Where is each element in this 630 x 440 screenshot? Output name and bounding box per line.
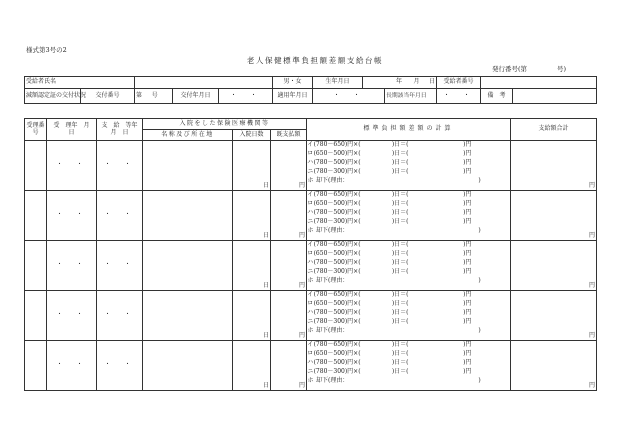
hospital-name-header: 名称及び所在地 <box>143 130 233 141</box>
receipt-date-cell[interactable]: ・ ・ <box>47 291 97 341</box>
ledger-rows <box>25 141 597 391</box>
calc-header: 標準負担額差額の計算 <box>307 119 511 141</box>
yen-unit: 円 <box>299 281 306 289</box>
calc-yen: )円 <box>463 368 472 376</box>
payment-date-header: 支 給 等年 月 日 <box>97 119 143 141</box>
yen-unit: 円 <box>299 381 306 389</box>
yen-unit: 円 <box>589 231 596 239</box>
reject-reason-close: ) <box>478 377 481 385</box>
yen-unit: 円 <box>299 181 306 189</box>
calc-label: ホ <box>307 377 314 385</box>
calc-days: )日＝( <box>391 159 409 167</box>
calc-days: )日＝( <box>391 141 409 149</box>
calc-lines <box>307 341 510 386</box>
calc-cell[interactable] <box>307 141 511 191</box>
calc-label: イ <box>307 291 314 299</box>
calc-yen: )円 <box>463 318 472 326</box>
calc-lines <box>307 241 510 286</box>
reject-reason-label: 却下(理由： <box>316 177 349 185</box>
reject-reason-label: 却下(理由： <box>316 227 349 235</box>
day-unit: 日 <box>262 331 269 339</box>
receipt-date-cell[interactable]: ・ ・ <box>47 241 97 291</box>
issue-no-field[interactable] <box>135 89 173 104</box>
go-label: 号 <box>151 91 158 99</box>
total-cell[interactable] <box>511 291 597 341</box>
total-cell[interactable] <box>511 341 597 391</box>
calc-label: ニ <box>307 168 314 176</box>
calc-label: ニ <box>307 318 314 326</box>
birth-month-unit: 月 <box>413 78 420 86</box>
birth-day-unit: 日 <box>429 78 436 86</box>
calc-days: )日＝( <box>391 359 409 367</box>
calc-yen: )円 <box>463 341 472 349</box>
sex-field[interactable]: 男・女 <box>273 77 313 89</box>
reject-reason-label: 却下(理由： <box>316 277 349 285</box>
calc-yen: )円 <box>463 309 472 317</box>
calc-rate: (780－300)円×( <box>313 318 361 326</box>
calc-days: )日＝( <box>391 241 409 249</box>
paid-cell[interactable] <box>271 141 307 191</box>
issue-no-label: 交付番号 <box>81 89 135 104</box>
ledger-row <box>25 241 597 291</box>
document-title: 老人保健標準負担額差額支給台帳 <box>246 56 384 65</box>
calc-lines <box>307 291 510 336</box>
calc-days: )日＝( <box>391 200 409 208</box>
calc-reject-line <box>307 227 510 236</box>
days-cell[interactable] <box>233 291 271 341</box>
paid-cell[interactable] <box>271 291 307 341</box>
yen-unit: 円 <box>589 331 596 339</box>
recipient-number-label: 受給者番号 <box>437 77 481 89</box>
calc-yen: )円 <box>463 168 472 176</box>
ledger-row <box>25 191 597 241</box>
reject-reason-close: ) <box>478 277 481 285</box>
hospital-name-cell[interactable] <box>143 241 233 291</box>
calc-line <box>307 368 510 377</box>
issue-number-close: 号) <box>557 65 567 73</box>
calc-line <box>307 241 510 250</box>
paid-cell[interactable] <box>271 191 307 241</box>
paid-cell[interactable] <box>271 241 307 291</box>
hospital-group-header: 入院をした保険医療機関等 <box>143 119 307 130</box>
calc-rate: (650－500)円×( <box>313 250 361 258</box>
receipt-date-header: 受 理年 月 日 <box>47 119 97 141</box>
calc-line <box>307 300 510 309</box>
remarks-label: 備 考 <box>481 89 513 104</box>
birth-year-unit: 年 <box>395 78 402 86</box>
receipt-date-cell[interactable]: ・ ・ <box>47 141 97 191</box>
calc-yen: )円 <box>463 218 472 226</box>
long-term-field[interactable]: ・ ・ <box>437 89 481 104</box>
calc-rate: (650－500)円×( <box>313 350 361 358</box>
calc-line <box>307 159 510 168</box>
calc-cell[interactable] <box>307 191 511 241</box>
apply-date-field[interactable]: ・ ・ <box>313 89 385 104</box>
ledger-row <box>25 141 597 191</box>
days-cell[interactable] <box>233 241 271 291</box>
apply-date-label: 適用年月日 <box>273 89 313 104</box>
day-unit: 日 <box>262 181 269 189</box>
days-header: 入院日数 <box>233 130 271 141</box>
calc-yen: )円 <box>463 259 472 267</box>
reduction-cert-label: 減額認定証の交付状況 <box>25 89 81 104</box>
yen-unit: 円 <box>589 381 596 389</box>
calc-rate: (780－650)円×( <box>313 141 361 149</box>
calc-lines <box>307 191 510 236</box>
long-term-label: 長期該当年月日 <box>385 89 437 104</box>
calc-label: ホ <box>307 277 314 285</box>
recipient-info-table <box>24 76 597 104</box>
calc-line <box>307 350 510 359</box>
calc-days: )日＝( <box>391 368 409 376</box>
calc-lines <box>307 141 510 186</box>
calc-days: )日＝( <box>391 309 409 317</box>
calc-line <box>307 291 510 300</box>
calc-rate: (780－500)円×( <box>313 309 361 317</box>
receipt-no-cell[interactable] <box>25 241 47 291</box>
calc-reject-line <box>307 277 510 286</box>
reject-reason-label: 却下(理由： <box>316 327 349 335</box>
calc-rate: (780－650)円×( <box>313 191 361 199</box>
reject-reason-label: 却下(理由： <box>316 377 349 385</box>
calc-line <box>307 168 510 177</box>
calc-line <box>307 318 510 327</box>
birth-label: 生年月日 <box>313 77 363 89</box>
payment-date-cell[interactable]: ・ ・ <box>97 191 143 241</box>
calc-days: )日＝( <box>391 209 409 217</box>
calc-rate: (780－650)円×( <box>313 241 361 249</box>
hospital-name-cell[interactable] <box>143 341 233 391</box>
payment-date-cell[interactable]: ・ ・ <box>97 341 143 391</box>
calc-yen: )円 <box>463 291 472 299</box>
total-cell[interactable] <box>511 191 597 241</box>
calc-days: )日＝( <box>391 150 409 158</box>
calc-yen: )円 <box>463 200 472 208</box>
calc-yen: )円 <box>463 209 472 217</box>
calc-yen: )円 <box>463 268 472 276</box>
calc-line <box>307 218 510 227</box>
calc-yen: )円 <box>463 350 472 358</box>
reject-reason-close: ) <box>478 327 481 335</box>
calc-label: ホ <box>307 177 314 185</box>
calc-rate: (780－500)円×( <box>313 159 361 167</box>
reject-reason-close: ) <box>478 177 481 185</box>
calc-label: ハ <box>307 359 314 367</box>
paid-cell[interactable] <box>271 341 307 391</box>
calc-label: ホ <box>307 227 314 235</box>
hospital-name-cell[interactable] <box>143 141 233 191</box>
calc-reject-line <box>307 327 510 336</box>
calc-line <box>307 250 510 259</box>
calc-days: )日＝( <box>391 291 409 299</box>
calc-days: )日＝( <box>391 259 409 267</box>
receipt-no-cell[interactable] <box>25 341 47 391</box>
total-cell[interactable] <box>511 141 597 191</box>
calc-rate: (780－300)円×( <box>313 218 361 226</box>
calc-rate: (780－500)円×( <box>313 209 361 217</box>
calc-label: ロ <box>307 250 314 258</box>
calc-rate: (780－500)円×( <box>313 259 361 267</box>
hospital-name-cell[interactable] <box>143 291 233 341</box>
form-number: 様式第3号の2 <box>26 46 67 54</box>
total-header: 支給額合計 <box>511 119 597 141</box>
day-unit: 日 <box>262 381 269 389</box>
issue-date-field[interactable]: ・ ・ <box>219 89 273 104</box>
dai-label: 第 <box>136 91 143 99</box>
calc-rate: (650－500)円×( <box>313 150 361 158</box>
calc-days: )日＝( <box>391 341 409 349</box>
calc-label: ロ <box>307 200 314 208</box>
days-cell[interactable] <box>233 141 271 191</box>
remarks-field[interactable] <box>513 89 597 104</box>
calc-yen: )円 <box>463 359 472 367</box>
payment-date-cell[interactable]: ・ ・ <box>97 141 143 191</box>
calc-line <box>307 359 510 368</box>
yen-unit: 円 <box>589 181 596 189</box>
calc-days: )日＝( <box>391 300 409 308</box>
calc-label: ロ <box>307 350 314 358</box>
issue-number <box>492 66 566 73</box>
calc-label: イ <box>307 241 314 249</box>
yen-unit: 円 <box>589 281 596 289</box>
total-cell[interactable] <box>511 241 597 291</box>
calc-label: ニ <box>307 268 314 276</box>
calc-yen: )円 <box>463 159 472 167</box>
birth-date-field[interactable] <box>363 77 437 89</box>
receipt-no-cell[interactable] <box>25 191 47 241</box>
calc-label: ニ <box>307 368 314 376</box>
calc-days: )日＝( <box>391 318 409 326</box>
calc-rate: (780－300)円×( <box>313 168 361 176</box>
day-unit: 日 <box>262 231 269 239</box>
issue-date-label: 交付年月日 <box>173 89 219 104</box>
calc-label: イ <box>307 341 314 349</box>
calc-rate: (780－500)円×( <box>313 359 361 367</box>
calc-yen: )円 <box>463 241 472 249</box>
calc-days: )日＝( <box>391 250 409 258</box>
calc-line <box>307 259 510 268</box>
day-unit: 日 <box>262 281 269 289</box>
payment-date-cell[interactable]: ・ ・ <box>97 291 143 341</box>
recipient-number-field[interactable] <box>481 77 597 89</box>
calc-cell[interactable] <box>307 241 511 291</box>
calc-rate: (650－500)円×( <box>313 300 361 308</box>
calc-yen: )円 <box>463 141 472 149</box>
days-cell[interactable] <box>233 191 271 241</box>
calc-line <box>307 141 510 150</box>
calc-reject-line <box>307 377 510 386</box>
payment-date-cell[interactable]: ・ ・ <box>97 241 143 291</box>
calc-cell[interactable] <box>307 291 511 341</box>
calc-line <box>307 209 510 218</box>
calc-line <box>307 200 510 209</box>
calc-label: イ <box>307 191 314 199</box>
receipt-date-cell[interactable]: ・ ・ <box>47 191 97 241</box>
calc-label: ハ <box>307 259 314 267</box>
calc-rate: (780－650)円×( <box>313 341 361 349</box>
calc-days: )日＝( <box>391 168 409 176</box>
calc-rate: (780－300)円×( <box>313 368 361 376</box>
calc-label: ハ <box>307 159 314 167</box>
calc-label: ニ <box>307 218 314 226</box>
calc-line <box>307 309 510 318</box>
receipt-no-header: 受理番号 <box>25 119 47 141</box>
paid-header: 既支払額 <box>271 130 307 141</box>
recipient-name-label: 受給者氏名 <box>25 77 135 89</box>
calc-rate: (650－500)円×( <box>313 200 361 208</box>
calc-label: ハ <box>307 209 314 217</box>
yen-unit: 円 <box>299 231 306 239</box>
ledger-row <box>25 291 597 341</box>
receipt-date-cell[interactable]: ・ ・ <box>47 341 97 391</box>
calc-line <box>307 268 510 277</box>
days-cell[interactable] <box>233 341 271 391</box>
reject-reason-close: ) <box>478 227 481 235</box>
calc-line <box>307 150 510 159</box>
calc-rate: (780－650)円×( <box>313 291 361 299</box>
calc-reject-line <box>307 177 510 186</box>
calc-cell[interactable] <box>307 341 511 391</box>
calc-days: )日＝( <box>391 350 409 358</box>
calc-yen: )円 <box>463 150 472 158</box>
calc-label: ロ <box>307 150 314 158</box>
calc-line <box>307 191 510 200</box>
receipt-no-cell[interactable] <box>25 141 47 191</box>
calc-yen: )円 <box>463 250 472 258</box>
calc-yen: )円 <box>463 300 472 308</box>
calc-days: )日＝( <box>391 218 409 226</box>
calc-days: )日＝( <box>391 268 409 276</box>
recipient-name-field[interactable] <box>135 77 273 89</box>
calc-line <box>307 341 510 350</box>
ledger-row <box>25 341 597 391</box>
calc-label: ハ <box>307 309 314 317</box>
receipt-no-cell[interactable] <box>25 291 47 341</box>
calc-rate: (780－300)円×( <box>313 268 361 276</box>
calc-label: イ <box>307 141 314 149</box>
hospital-name-cell[interactable] <box>143 191 233 241</box>
calc-yen: )円 <box>463 191 472 199</box>
issue-number-label: 発行番号(第 <box>492 65 528 73</box>
payment-ledger-table <box>24 118 597 391</box>
calc-label: ロ <box>307 300 314 308</box>
yen-unit: 円 <box>299 331 306 339</box>
calc-label: ホ <box>307 327 314 335</box>
calc-days: )日＝( <box>391 191 409 199</box>
